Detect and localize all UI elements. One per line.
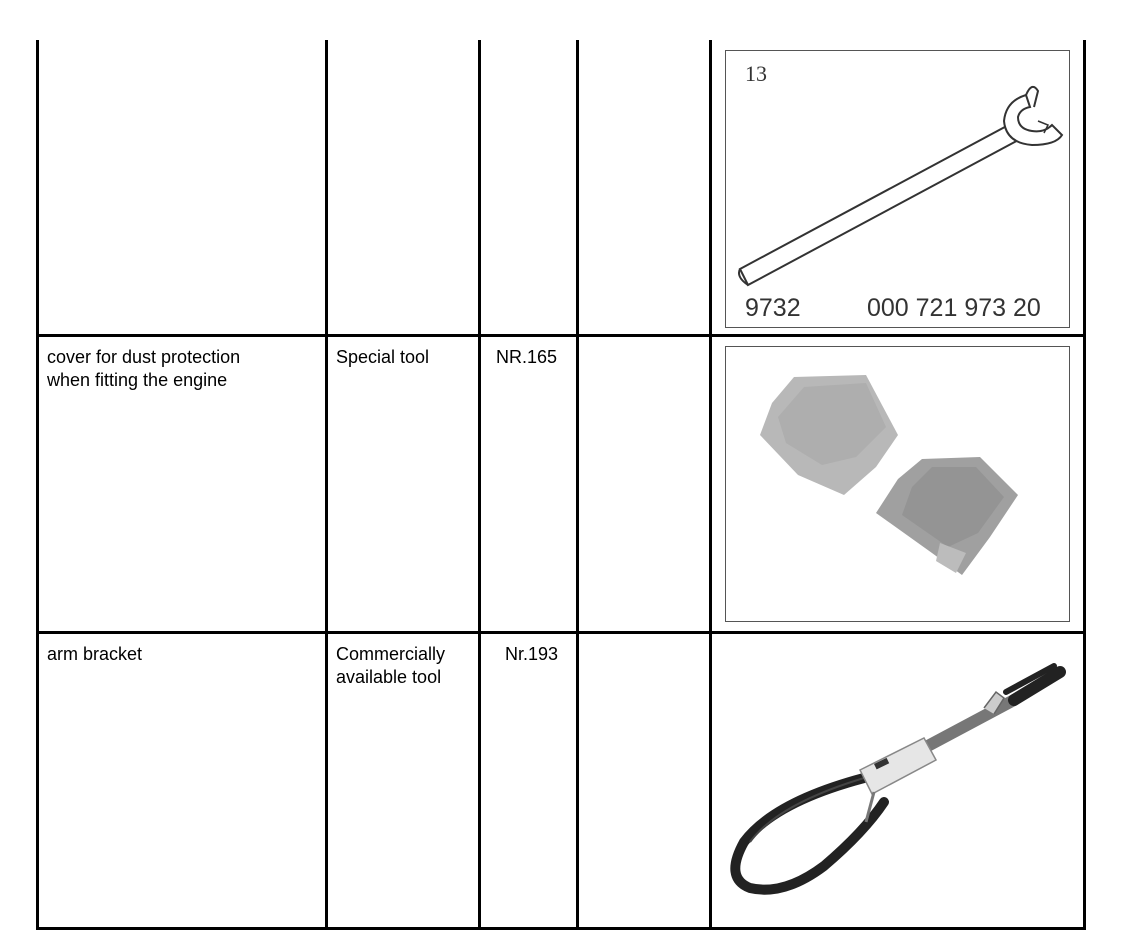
column-border xyxy=(576,40,579,930)
tool-description: cover for dust protection when fitting the engine xyxy=(47,347,241,390)
tool-image-frame xyxy=(725,50,1070,328)
tool-index-label: 13 xyxy=(745,61,767,86)
row-border xyxy=(36,334,1086,337)
row-border xyxy=(36,631,1086,634)
tool-type: Special tool xyxy=(336,347,430,367)
tool-code-left: 9732 xyxy=(745,294,801,322)
strap-bracket-icon xyxy=(714,652,1084,922)
column-border xyxy=(325,40,328,930)
row-border xyxy=(36,927,1086,930)
dust-cover-icon xyxy=(726,347,1071,623)
tool-number: Nr.193 xyxy=(505,644,559,664)
column-border xyxy=(478,40,481,930)
tool-image-frame xyxy=(725,346,1070,622)
tool-type: Commercially available tool xyxy=(336,644,446,687)
tool-number: NR.165 xyxy=(496,347,558,367)
column-border xyxy=(36,40,39,930)
tool-description: arm bracket xyxy=(47,644,143,664)
column-border xyxy=(709,40,712,930)
tool-code-right: 000 721 973 20 xyxy=(867,294,1041,322)
spanner-wrench-icon xyxy=(726,51,1071,329)
